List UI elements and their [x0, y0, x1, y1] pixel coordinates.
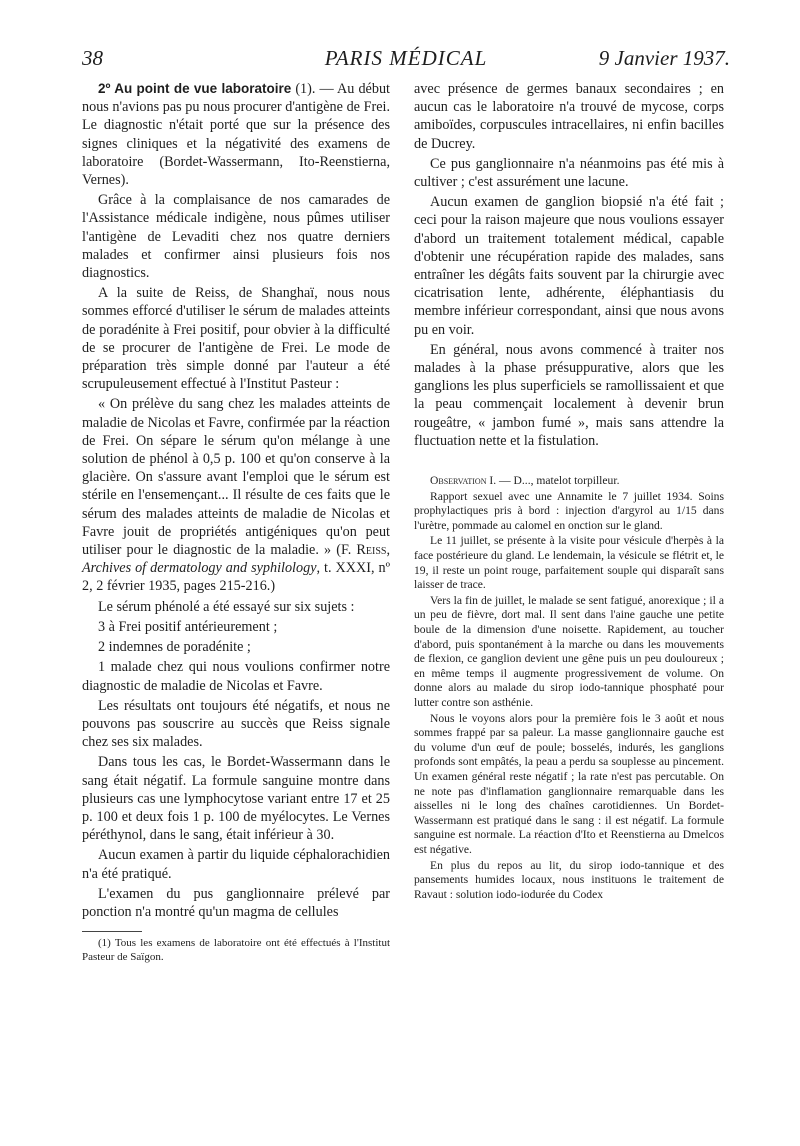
running-head	[82, 46, 730, 74]
paragraph: Les résultats ont toujours été négatifs, et nous ne pouvons pas souscrire au succès que Reiss signale chez ses six malades.	[82, 697, 390, 751]
paragraph: Aucun examen de ganglion biopsié n'a été fait ; ceci pour la raison majeure que nous voulions essayer d'abord un traitement totalement médical, capable d'obtenir une récupération rapide des malades, sans entraîner les dégâts faits souvent par la chirurgie avec cicatrisation lente, adhérente, éléphantiasis du membre inférieur correspondant, ainsi que nous avons pu en voir.	[414, 194, 724, 338]
list-item: 2 indemnes de poradénite ;	[98, 639, 251, 656]
section-spacer	[414, 452, 724, 474]
paragraph-laboratoire	[82, 80, 390, 189]
paragraph-text: Au début nous n'avions pas pu nous procurer d'antigène de Frei. Le diagnostic n'était porté que sur la présence des signes cliniques et la négativité des examens de laboratoire (Bordet-Wassermann, Ito-Reenstierna, Vernes).	[82, 81, 390, 189]
paragraph: Dans tous les cas, le Bordet-Wassermann dans le sang était négatif. La formule sanguine montre dans plusieurs cas une lymphocytose variant entre 17 et 25 p. 100 et deux fois 1 p. 100 de myélocytes. Le Vernes péréthynol, dans le sang, était inférieur à 30.	[82, 754, 390, 844]
list-item: 1 malade chez qui nous voulions confirmer notre diagnostic de maladie de Nicolas et Favre.	[82, 659, 390, 694]
quotation	[82, 395, 390, 595]
section-heading: 2º Au point de vue laboratoire	[98, 81, 292, 96]
paragraph: En général, nous avons commencé à traiter nos malades à la phase présuppurative, alors que les ganglions les plus superficiels se ramollissaient et que la peau commençait localement à devenir brun rougeâtre, « jambon fumé », mais sans attendre la fluctuation nette et la fistulation.	[414, 341, 724, 449]
paragraph: avec présence de germes banaux secondaires ; en aucun cas le laboratoire n'a trouvé de mycose, corps amiboïdes, corpuscules intracellaires, ni enfin bacilles de Ducrey.	[414, 81, 724, 152]
paragraph: Ce pus ganglionnaire n'a néanmoins pas été mis à cultiver ; c'est assurément une lacune.	[414, 155, 724, 191]
left-column	[82, 80, 390, 964]
list-item: 3 à Frei positif antérieurement ;	[98, 618, 278, 635]
observation-heading	[414, 474, 724, 489]
observation-paragraph: Vers la fin de juillet, le malade se sent fatigué, anorexique ; il a un peu de fièvre, dort mal. Il sent dans l'aine gauche une petite boule de la dimension d'une noisette. Rapidement, au toucher d'abord, puis spontanément à la marche ou dans les mouvements de flexion, ce ganglion devient une gêne puis un peu douloureux ; en même temps il augmente progressivement de volume. On donne alors au malade du sirop iodo-tannique phosphaté pour lutter contre son asthénie.	[414, 593, 724, 709]
observation-paragraph: En plus du repos au lit, du sirop iodo-tannique et des pansements humides locaux, nous instituons le traitement de Ravaut : solution iodo-iodurée du Codex	[414, 858, 724, 901]
footnote-divider	[82, 931, 142, 932]
observation-paragraph: Nous le voyons alors pour la première fois le 3 août et nous sommes frappé par sa paleur. La masse ganglionnaire gauche est du volume d'un œuf de poule; bosselés, indurés, les ganglions profonds sont empâtés, la peau a perdu sa souplesse au pincement. Un examen général reste négatif ; la rate n'est pas percutable. On ne note pas d'inflamation ganglionnaire remarquable dans les aisselles ni le long des chaînes carotidiennes. Un Bordet-Wassermann est pratiqué dans le sang : il est négatif. La formule sanguine est normale. La réaction d'Ito et Reenstierna au Dmelcos est négative.	[414, 711, 724, 856]
paragraph: L'examen du pus ganglionnaire prélevé par ponction n'a montré qu'un magma de cellules	[82, 885, 390, 920]
journal-title: PARIS MÉDICAL	[324, 46, 488, 70]
paragraph: Le sérum phénolé a été essayé sur six sujets :	[98, 598, 355, 615]
observation-label: Observation I.	[430, 474, 497, 488]
right-column	[414, 80, 724, 903]
quote-sep: ,	[386, 542, 390, 559]
observation-subject: — D..., matelot torpilleur.	[496, 474, 620, 488]
quote-reference: , t. XXXI, nº 2, 2 février 1935, pages 215-216.)	[82, 560, 390, 595]
quote-author: Reiss	[356, 542, 387, 559]
paragraph: Grâce à la complaisance de nos camarades de l'Assistance médicale indigène, nous pûmes utiliser l'antigène de Levaditi chez nos quatre derniers malades et confirmer ainsi plusieurs fois nos diagnostics.	[82, 192, 390, 282]
issue-date: 9 Janvier 1937.	[598, 46, 730, 70]
observation-paragraph: Rapport sexuel avec une Annamite le 7 juillet 1934. Soins prophylactiques pris à bord : injection d'argyrol au 1/15 dans l'urètre, pommade au calomel en onction sur le gland.	[414, 489, 724, 532]
paragraph: A la suite de Reiss, de Shanghaï, nous nous sommes efforcé d'utiliser le sérum de malades atteints de poradénite à Frei positif, pour obvier à la difficulté de se procurer de l'antigène de Frei. Le mode de préparation très simple donné par l'auteur a été scrupuleusement effectué à l'Institut Pasteur :	[82, 285, 390, 393]
footnote: (1) Tous les examens de laboratoire ont été effectués à l'Institut Pasteur de Saïgon.	[82, 937, 390, 963]
quote-journal: Archives of dermatology and syphilology	[82, 560, 317, 577]
observation-paragraph: Le 11 juillet, se présente à la visite pour vésicule d'herpès à la face postérieure du gland. Le lendemain, la vésicule se flétrit et, le 19, il reste un point rouge, parfaitement souple qui disparaît sans laisser de trace.	[414, 534, 724, 592]
quote-text: « On prélève du sang chez les malades atteints de maladie de Nicolas et Favre, confirmée par la réaction de Frei. On sépare le sérum qu'on mélange à une solution de phénol à 0,5 p. 100 et qu'on conserve à la glacière. On s'assure avant l'emploi que le sérum est stérile en l'ensemençant... Il résulte de ces faits que le sérum des malades atteints de maladie de Nicolas et Favre jouit de propriétés antigéniques qu'on peut utiliser pour le diagnostic de la maladie. » (F.	[82, 396, 390, 559]
paragraph: Aucun examen à partir du liquide céphalorachidien n'a été pratiqué.	[82, 847, 390, 882]
footnote-ref: (1). —	[291, 81, 338, 97]
page-number: 38	[82, 46, 103, 70]
